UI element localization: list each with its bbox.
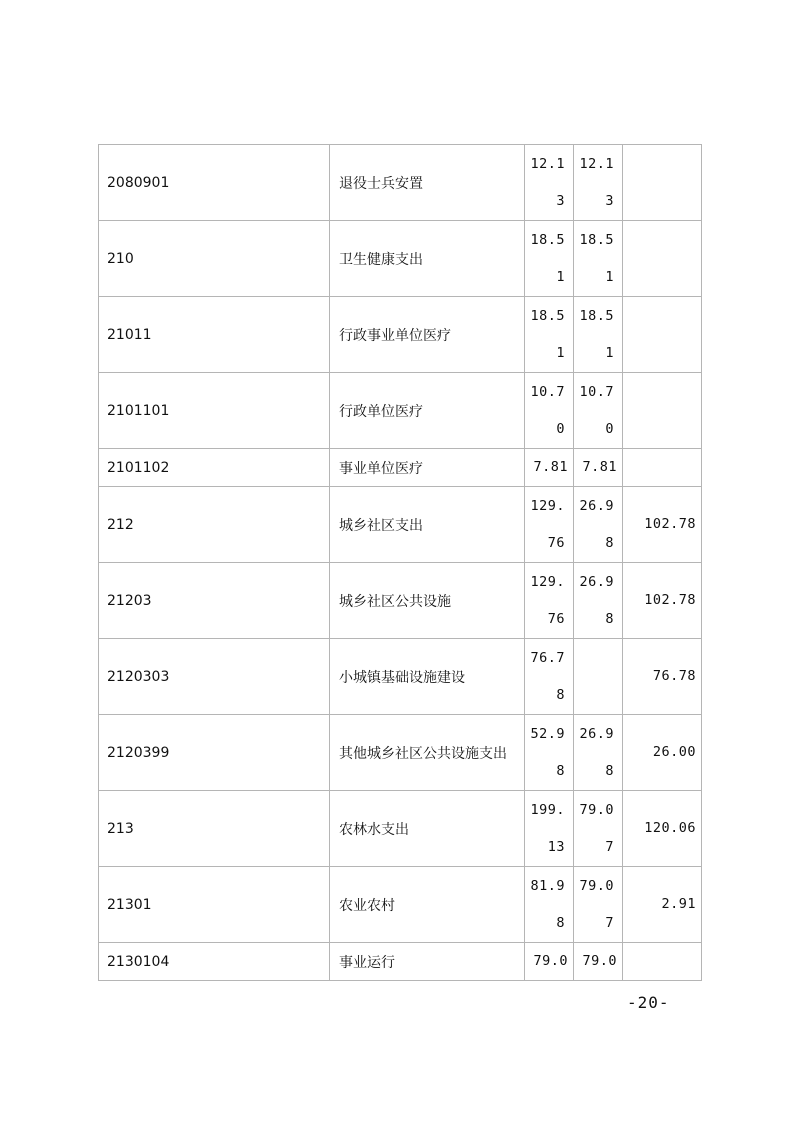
- code-cell: 2101101: [99, 373, 330, 449]
- name-cell: 其他城乡社区公共设施支出: [330, 715, 525, 791]
- code-cell: 2080901: [99, 145, 330, 221]
- code-cell: 213: [99, 791, 330, 867]
- amount-cell: 76.78: [530, 649, 565, 703]
- table-row: [99, 373, 702, 449]
- amount-cell: 76.78: [652, 668, 696, 684]
- amount-cell: 102.78: [644, 592, 696, 608]
- amount-cell: 120.06: [644, 820, 696, 836]
- code-cell: 21301: [99, 867, 330, 943]
- amount-cell: 18.51: [579, 231, 614, 285]
- amount-cell: 102.78: [644, 516, 696, 532]
- budget-table: [98, 144, 702, 981]
- amount-cell: 129.76: [530, 573, 565, 627]
- page-number: -20-: [627, 993, 670, 1012]
- name-cell: 卫生健康支出: [330, 221, 525, 297]
- table-row: [99, 297, 702, 373]
- table-row: [99, 449, 702, 487]
- name-cell: 农业农村: [330, 867, 525, 943]
- amount-cell: 79.0: [582, 953, 617, 969]
- amount-cell: 18.51: [530, 307, 565, 361]
- code-cell: 2130104: [99, 943, 330, 981]
- amount-cell: 26.98: [579, 725, 614, 779]
- amount-cell: 79.07: [579, 801, 614, 855]
- amount-cell: 26.00: [652, 744, 696, 760]
- table-row: [99, 791, 702, 867]
- name-cell: 城乡社区公共设施: [330, 563, 525, 639]
- code-cell: 210: [99, 221, 330, 297]
- amount-cell: 26.98: [579, 573, 614, 627]
- code-cell: 2120399: [99, 715, 330, 791]
- amount-cell: 7.81: [533, 459, 568, 475]
- table-row: [99, 487, 702, 563]
- table-row: [99, 715, 702, 791]
- amount-cell: 129.76: [530, 497, 565, 551]
- name-cell: 行政事业单位医疗: [330, 297, 525, 373]
- amount-cell: 2.91: [661, 896, 696, 912]
- name-cell: 小城镇基础设施建设: [330, 639, 525, 715]
- table-row: [99, 943, 702, 981]
- code-cell: 2120303: [99, 639, 330, 715]
- name-cell: 事业单位医疗: [330, 449, 525, 487]
- amount-cell: 26.98: [579, 497, 614, 551]
- amount-cell: 199.13: [530, 801, 565, 855]
- amount-cell: 12.13: [530, 155, 565, 209]
- name-cell: 退役士兵安置: [330, 145, 525, 221]
- amount-cell: 10.70: [530, 383, 565, 437]
- code-cell: 2101102: [99, 449, 330, 487]
- table-row: [99, 221, 702, 297]
- amount-cell: 12.13: [579, 155, 614, 209]
- table-row: [99, 563, 702, 639]
- amount-cell: 81.98: [530, 877, 565, 931]
- code-cell: 21203: [99, 563, 330, 639]
- amount-cell: 52.98: [530, 725, 565, 779]
- code-cell: 21011: [99, 297, 330, 373]
- amount-cell: 18.51: [579, 307, 614, 361]
- table-row: [99, 867, 702, 943]
- name-cell: 农林水支出: [330, 791, 525, 867]
- amount-cell: 79.0: [533, 953, 568, 969]
- name-cell: 行政单位医疗: [330, 373, 525, 449]
- name-cell: 事业运行: [330, 943, 525, 981]
- amount-cell: 18.51: [530, 231, 565, 285]
- table-row: [99, 639, 702, 715]
- amount-cell: 79.07: [579, 877, 614, 931]
- amount-cell: 7.81: [582, 459, 617, 475]
- code-cell: 212: [99, 487, 330, 563]
- table-row: [99, 145, 702, 221]
- name-cell: 城乡社区支出: [330, 487, 525, 563]
- amount-cell: 10.70: [579, 383, 614, 437]
